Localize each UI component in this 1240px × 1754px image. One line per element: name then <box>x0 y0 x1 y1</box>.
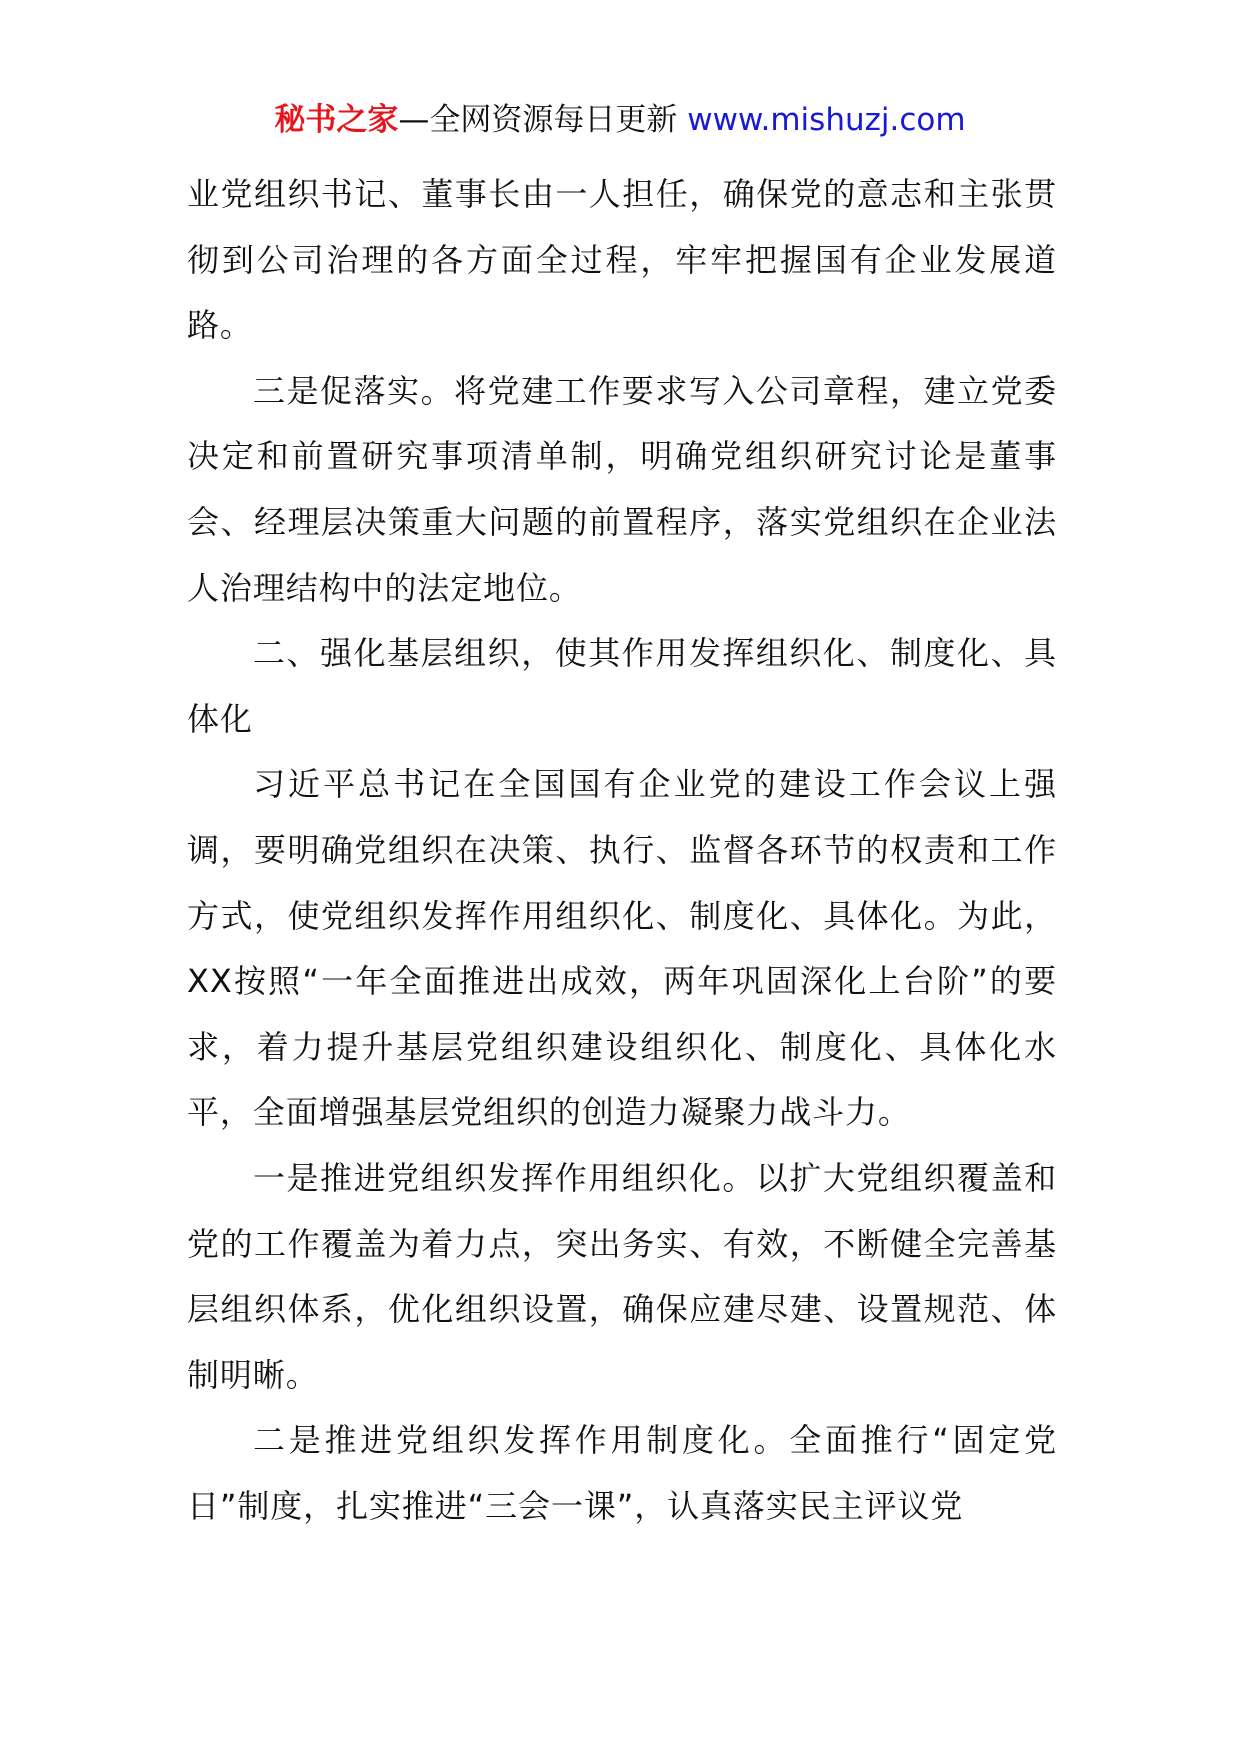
paragraph-2: 三是促落实。将党建工作要求写入公司章程，建立党委决定和前置研究事项清单制，明确党组织研究讨论是董事会、经理层决策重大问题的前置程序，落实党组织在企业法人治理结构中的法定地位。 <box>187 371 1057 607</box>
paragraph-3: 习近平总书记在全国国有企业党的建设工作会议上强调，要明确党组织在决策、执行、监督各环节的权责和工作方式，使党组织发挥作用组织化、制度化、具体化。为此，XX按照“一年全面推进出成效，两年巩固深化上台阶”的要求，着力提升基层党组织建设组织化、制度化、具体化水平，全面增强基层党组织的创造力凝聚力战斗力。 <box>187 765 1057 1132</box>
paragraph-5: 二是推进党组织发挥作用制度化。全面推行“固定党日”制度，扎实推进“三会一课”，认真落实民主评议党 <box>187 1421 1057 1525</box>
paragraph-1: 业党组织书记、董事长由一人担任，确保党的意志和主张贯彻到公司治理的各方面全过程，牢牢把握国有企业发展道路。 <box>187 175 1057 345</box>
header-tagline: —全网资源每日更新 <box>398 102 688 138</box>
header-brand: 秘书之家 <box>274 102 399 138</box>
document-body <box>187 162 1057 1539</box>
header-url-link[interactable]: www.mishuzj.com <box>687 102 966 138</box>
page-header <box>0 98 1240 142</box>
section-heading: 二、强化基层组织，使其作用发挥组织化、制度化、具体化 <box>187 634 1057 738</box>
paragraph-4: 一是推进党组织发挥作用组织化。以扩大党组织覆盖和党的工作覆盖为着力点，突出务实、有效，不断健全完善基层组织体系，优化组织设置，确保应建尽建、设置规范、体制明晰。 <box>187 1158 1057 1394</box>
